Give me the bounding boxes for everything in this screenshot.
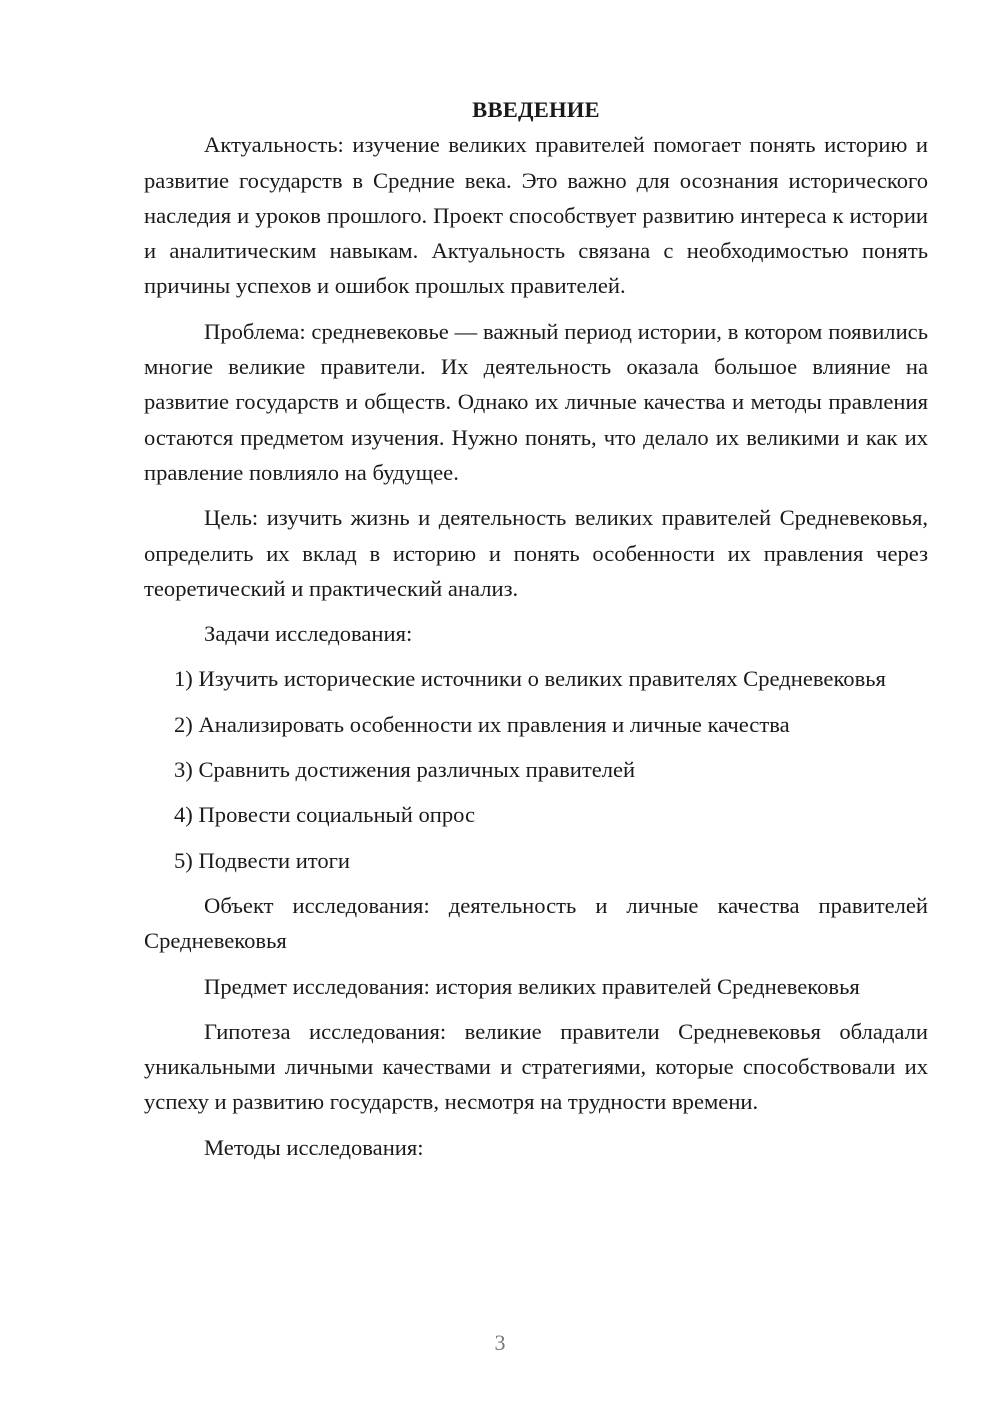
goal-paragraph: Цель: изучить жизнь и деятельность великих правителей Средневековья, определить их вклад в историю и понять особенности их правления через теоретический и практический анализ.: [144, 505, 928, 601]
task-item-2: 2) Анализировать особенности их правления и личные качества: [174, 711, 790, 737]
page-number: 3: [494, 1330, 506, 1355]
methods-label: Методы исследования:: [204, 1134, 424, 1160]
subject-paragraph: Предмет исследования: история великих правителей Средневековья: [204, 973, 860, 999]
task-item-5: 5) Подвести итоги: [174, 847, 351, 873]
page-content: [144, 92, 928, 1175]
tasks-label: Задачи исследования:: [204, 621, 413, 647]
object-paragraph: Объект исследования: деятельность и личные качества правителей Средневековья: [144, 892, 928, 954]
relevance-paragraph: Актуальность: изучение великих правителей помогает понять историю и развитие государств в Средние века. Это важно для осознания исторического наследия и уроков прошлого. Проект способствует развитию интереса к истории и аналитическим навыкам. Актуальность связана с необходимостью понять причины успехов и ошибок прошлых правителей.: [144, 132, 928, 299]
task-item-3: 3) Сравнить достижения различных правителей: [174, 757, 636, 783]
section-heading: ВВЕДЕНИЕ: [472, 97, 600, 122]
task-item-4: 4) Провести социальный опрос: [174, 802, 476, 828]
hypothesis-paragraph: Гипотеза исследования: великие правители Средневековья обладали уникальными личными качествами и стратегиями, которые способствовали их успеху и развитию государств, несмотря на трудности времени.: [144, 1018, 928, 1115]
task-item-1: 1) Изучить исторические источники о великих правителях Средневековья: [174, 666, 886, 692]
problem-paragraph: Проблема: средневековье — важный период истории, в котором появились многие великие правители. Их деятельность оказала большое влияние на развитие государств и обществ. Однако их личные качества и методы правления остаются предметом изучения. Нужно понять, что делало их великими и как их правление повлияло на будущее.: [144, 318, 928, 485]
